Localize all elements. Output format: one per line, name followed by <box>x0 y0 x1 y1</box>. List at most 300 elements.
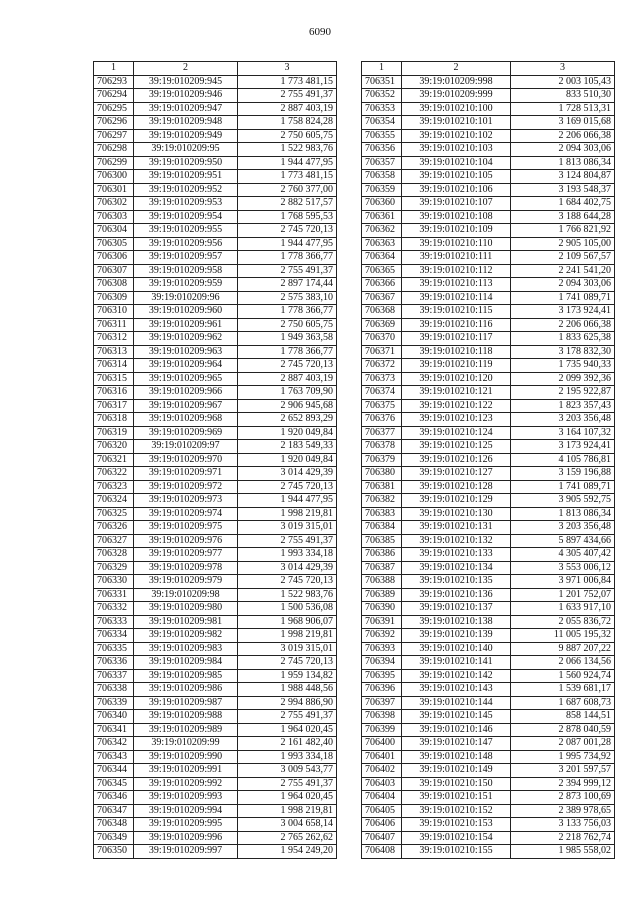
table-row <box>362 575 615 589</box>
table-row <box>362 507 615 521</box>
table-row <box>362 116 615 130</box>
cadastral-value-cell: 2 087 001,28 <box>511 737 615 751</box>
cadastral-number-cell: 39:19:010209:980 <box>134 602 238 616</box>
cadastral-value-cell: 1 988 448,56 <box>238 683 337 697</box>
table-row <box>94 264 337 278</box>
table-row <box>362 359 615 373</box>
row-number-cell: 706316 <box>94 386 134 400</box>
table-row <box>362 170 615 184</box>
cadastral-number-cell: 39:19:010209:997 <box>134 845 238 859</box>
cadastral-number-cell: 39:19:010209:967 <box>134 399 238 413</box>
table-row <box>94 156 337 170</box>
row-number-cell: 706342 <box>94 737 134 751</box>
row-number-cell: 706374 <box>362 386 402 400</box>
cadastral-value-cell: 2 873 100,69 <box>511 791 615 805</box>
cadastral-table-left <box>93 61 337 859</box>
cadastral-value-cell: 1 500 536,08 <box>238 602 337 616</box>
table-row <box>94 251 337 265</box>
cadastral-number-cell: 39:19:010209:981 <box>134 615 238 629</box>
cadastral-number-cell: 39:19:010210:149 <box>402 764 511 778</box>
row-number-cell: 706353 <box>362 102 402 116</box>
cadastral-value-cell: 3 178 832,30 <box>511 345 615 359</box>
row-number-cell: 706391 <box>362 615 402 629</box>
cadastral-number-cell: 39:19:010210:111 <box>402 251 511 265</box>
row-number-cell: 706390 <box>362 602 402 616</box>
cadastral-value-cell: 2 003 105,43 <box>511 75 615 89</box>
row-number-cell: 706406 <box>362 818 402 832</box>
row-number-cell: 706335 <box>94 642 134 656</box>
cadastral-value-cell: 3 133 756,03 <box>511 818 615 832</box>
table-row <box>362 386 615 400</box>
row-number-cell: 706404 <box>362 791 402 805</box>
cadastral-number-cell: 39:19:010210:133 <box>402 548 511 562</box>
table-row <box>94 696 337 710</box>
cadastral-number-cell: 39:19:010210:103 <box>402 143 511 157</box>
cadastral-number-cell: 39:19:010209:95 <box>134 143 238 157</box>
cadastral-value-cell: 2 994 886,90 <box>238 696 337 710</box>
table-row <box>362 440 615 454</box>
cadastral-number-cell: 39:19:010209:958 <box>134 264 238 278</box>
cadastral-number-cell: 39:19:010210:113 <box>402 278 511 292</box>
row-number-cell: 706352 <box>362 89 402 103</box>
cadastral-number-cell: 39:19:010210:155 <box>402 845 511 859</box>
table-row <box>362 453 615 467</box>
cadastral-value-cell: 2 745 720,13 <box>238 224 337 238</box>
cadastral-value-cell: 1 813 086,34 <box>511 507 615 521</box>
cadastral-number-cell: 39:19:010209:964 <box>134 359 238 373</box>
cadastral-number-cell: 39:19:010210:115 <box>402 305 511 319</box>
cadastral-value-cell: 11 005 195,32 <box>511 629 615 643</box>
row-number-cell: 706326 <box>94 521 134 535</box>
cadastral-number-cell: 39:19:010209:956 <box>134 237 238 251</box>
cadastral-value-cell: 1 773 481,15 <box>238 170 337 184</box>
cadastral-number-cell: 39:19:010209:988 <box>134 710 238 724</box>
cadastral-value-cell: 1 763 709,90 <box>238 386 337 400</box>
column-header: 1 <box>362 62 402 76</box>
row-number-cell: 706303 <box>94 210 134 224</box>
cadastral-value-cell: 1 768 595,53 <box>238 210 337 224</box>
row-number-cell: 706340 <box>94 710 134 724</box>
cadastral-value-cell: 1 944 477,95 <box>238 156 337 170</box>
row-number-cell: 706297 <box>94 129 134 143</box>
cadastral-value-cell: 2 755 491,37 <box>238 710 337 724</box>
row-number-cell: 706381 <box>362 480 402 494</box>
cadastral-number-cell: 39:19:010210:105 <box>402 170 511 184</box>
cadastral-value-cell: 2 878 040,59 <box>511 723 615 737</box>
row-number-cell: 706313 <box>94 345 134 359</box>
cadastral-value-cell: 833 510,30 <box>511 89 615 103</box>
cadastral-number-cell: 39:19:010210:116 <box>402 318 511 332</box>
cadastral-number-cell: 39:19:010209:946 <box>134 89 238 103</box>
cadastral-value-cell: 3 014 429,39 <box>238 467 337 481</box>
cadastral-value-cell: 3 905 592,75 <box>511 494 615 508</box>
cadastral-value-cell: 1 778 366,77 <box>238 345 337 359</box>
cadastral-value-cell: 1 998 219,81 <box>238 804 337 818</box>
cadastral-number-cell: 39:19:010209:985 <box>134 669 238 683</box>
row-number-cell: 706349 <box>94 831 134 845</box>
row-number-cell: 706347 <box>94 804 134 818</box>
cadastral-number-cell: 39:19:010209:991 <box>134 764 238 778</box>
row-number-cell: 706388 <box>362 575 402 589</box>
table-row <box>94 197 337 211</box>
cadastral-value-cell: 4 305 407,42 <box>511 548 615 562</box>
cadastral-table-right <box>361 61 615 859</box>
cadastral-number-cell: 39:19:010209:962 <box>134 332 238 346</box>
cadastral-number-cell: 39:19:010210:141 <box>402 656 511 670</box>
row-number-cell: 706350 <box>94 845 134 859</box>
cadastral-value-cell: 2 745 720,13 <box>238 480 337 494</box>
row-number-cell: 706328 <box>94 548 134 562</box>
table-row <box>362 318 615 332</box>
cadastral-value-cell: 2 183 549,33 <box>238 440 337 454</box>
table-row <box>94 494 337 508</box>
cadastral-number-cell: 39:19:010210:106 <box>402 183 511 197</box>
cadastral-number-cell: 39:19:010210:123 <box>402 413 511 427</box>
table-row <box>94 75 337 89</box>
cadastral-value-cell: 2 750 605,75 <box>238 129 337 143</box>
row-number-cell: 706343 <box>94 750 134 764</box>
cadastral-value-cell: 1 920 049,84 <box>238 453 337 467</box>
cadastral-number-cell: 39:19:010210:134 <box>402 561 511 575</box>
row-number-cell: 706362 <box>362 224 402 238</box>
cadastral-value-cell: 3 201 597,57 <box>511 764 615 778</box>
table-row <box>94 426 337 440</box>
row-number-cell: 706312 <box>94 332 134 346</box>
cadastral-number-cell: 39:19:010209:969 <box>134 426 238 440</box>
row-number-cell: 706368 <box>362 305 402 319</box>
row-number-cell: 706305 <box>94 237 134 251</box>
cadastral-value-cell: 3 193 548,37 <box>511 183 615 197</box>
table-row <box>94 818 337 832</box>
cadastral-number-cell: 39:19:010210:151 <box>402 791 511 805</box>
cadastral-number-cell: 39:19:010210:148 <box>402 750 511 764</box>
row-number-cell: 706332 <box>94 602 134 616</box>
row-number-cell: 706380 <box>362 467 402 481</box>
table-row <box>94 386 337 400</box>
table-row <box>94 453 337 467</box>
row-number-cell: 706330 <box>94 575 134 589</box>
row-number-cell: 706389 <box>362 588 402 602</box>
row-number-cell: 706351 <box>362 75 402 89</box>
cadastral-value-cell: 1 995 734,92 <box>511 750 615 764</box>
cadastral-value-cell: 2 745 720,13 <box>238 359 337 373</box>
table-row <box>94 129 337 143</box>
table-row <box>362 791 615 805</box>
table-row <box>362 737 615 751</box>
row-number-cell: 706356 <box>362 143 402 157</box>
cadastral-number-cell: 39:19:010209:994 <box>134 804 238 818</box>
cadastral-value-cell: 1 201 752,07 <box>511 588 615 602</box>
row-number-cell: 706321 <box>94 453 134 467</box>
row-number-cell: 706382 <box>362 494 402 508</box>
cadastral-value-cell: 3 124 804,87 <box>511 170 615 184</box>
cadastral-value-cell: 1 968 906,07 <box>238 615 337 629</box>
table-row <box>94 588 337 602</box>
table-header-row <box>362 62 615 76</box>
cadastral-number-cell: 39:19:010210:130 <box>402 507 511 521</box>
cadastral-value-cell: 1 985 558,02 <box>511 845 615 859</box>
cadastral-number-cell: 39:19:010210:100 <box>402 102 511 116</box>
cadastral-number-cell: 39:19:010210:147 <box>402 737 511 751</box>
cadastral-number-cell: 39:19:010209:974 <box>134 507 238 521</box>
table-row <box>362 210 615 224</box>
cadastral-value-cell: 2 745 720,13 <box>238 575 337 589</box>
cadastral-number-cell: 39:19:010210:146 <box>402 723 511 737</box>
table-row <box>362 629 615 643</box>
row-number-cell: 706359 <box>362 183 402 197</box>
row-number-cell: 706315 <box>94 372 134 386</box>
row-number-cell: 706317 <box>94 399 134 413</box>
cadastral-number-cell: 39:19:010209:977 <box>134 548 238 562</box>
cadastral-number-cell: 39:19:010210:143 <box>402 683 511 697</box>
cadastral-number-cell: 39:19:010209:953 <box>134 197 238 211</box>
table-row <box>362 669 615 683</box>
row-number-cell: 706319 <box>94 426 134 440</box>
row-number-cell: 706304 <box>94 224 134 238</box>
cadastral-number-cell: 39:19:010210:125 <box>402 440 511 454</box>
cadastral-value-cell: 2 882 517,57 <box>238 197 337 211</box>
row-number-cell: 706329 <box>94 561 134 575</box>
cadastral-number-cell: 39:19:010209:972 <box>134 480 238 494</box>
cadastral-value-cell: 1 766 821,92 <box>511 224 615 238</box>
table-row <box>94 89 337 103</box>
cadastral-number-cell: 39:19:010209:970 <box>134 453 238 467</box>
row-number-cell: 706324 <box>94 494 134 508</box>
cadastral-value-cell: 4 105 786,81 <box>511 453 615 467</box>
row-number-cell: 706371 <box>362 345 402 359</box>
table-row <box>94 467 337 481</box>
row-number-cell: 706295 <box>94 102 134 116</box>
table-row <box>362 710 615 724</box>
row-number-cell: 706401 <box>362 750 402 764</box>
cadastral-value-cell: 1 773 481,15 <box>238 75 337 89</box>
cadastral-number-cell: 39:19:010209:978 <box>134 561 238 575</box>
cadastral-value-cell: 3 164 107,32 <box>511 426 615 440</box>
table-row <box>362 615 615 629</box>
row-number-cell: 706301 <box>94 183 134 197</box>
table-row <box>94 723 337 737</box>
cadastral-number-cell: 39:19:010209:960 <box>134 305 238 319</box>
row-number-cell: 706386 <box>362 548 402 562</box>
table-row <box>362 534 615 548</box>
cadastral-value-cell: 3 014 429,39 <box>238 561 337 575</box>
cadastral-value-cell: 3 159 196,88 <box>511 467 615 481</box>
table-row <box>94 305 337 319</box>
table-row <box>94 359 337 373</box>
row-number-cell: 706298 <box>94 143 134 157</box>
row-number-cell: 706373 <box>362 372 402 386</box>
row-number-cell: 706377 <box>362 426 402 440</box>
table-row <box>94 210 337 224</box>
cadastral-number-cell: 39:19:010209:968 <box>134 413 238 427</box>
cadastral-value-cell: 1 741 089,71 <box>511 291 615 305</box>
cadastral-number-cell: 39:19:010210:153 <box>402 818 511 832</box>
row-number-cell: 706293 <box>94 75 134 89</box>
cadastral-number-cell: 39:19:010209:999 <box>402 89 511 103</box>
cadastral-value-cell: 2 755 491,37 <box>238 777 337 791</box>
table-row <box>362 291 615 305</box>
table-row <box>94 291 337 305</box>
table-row <box>362 696 615 710</box>
cadastral-value-cell: 1 778 366,77 <box>238 251 337 265</box>
table-row <box>362 818 615 832</box>
row-number-cell: 706360 <box>362 197 402 211</box>
row-number-cell: 706407 <box>362 831 402 845</box>
row-number-cell: 706378 <box>362 440 402 454</box>
row-number-cell: 706306 <box>94 251 134 265</box>
cadastral-value-cell: 3 203 356,48 <box>511 521 615 535</box>
cadastral-number-cell: 39:19:010209:990 <box>134 750 238 764</box>
cadastral-value-cell: 1 944 477,95 <box>238 237 337 251</box>
cadastral-value-cell: 1 998 219,81 <box>238 629 337 643</box>
row-number-cell: 706339 <box>94 696 134 710</box>
row-number-cell: 706397 <box>362 696 402 710</box>
row-number-cell: 706345 <box>94 777 134 791</box>
row-number-cell: 706370 <box>362 332 402 346</box>
cadastral-number-cell: 39:19:010209:987 <box>134 696 238 710</box>
table-row <box>94 777 337 791</box>
row-number-cell: 706392 <box>362 629 402 643</box>
table-row <box>362 548 615 562</box>
row-number-cell: 706367 <box>362 291 402 305</box>
cadastral-number-cell: 39:19:010209:957 <box>134 251 238 265</box>
row-number-cell: 706385 <box>362 534 402 548</box>
row-number-cell: 706387 <box>362 561 402 575</box>
cadastral-value-cell: 1 954 249,20 <box>238 845 337 859</box>
cadastral-number-cell: 39:19:010209:993 <box>134 791 238 805</box>
cadastral-number-cell: 39:19:010209:996 <box>134 831 238 845</box>
cadastral-value-cell: 1 728 513,31 <box>511 102 615 116</box>
cadastral-number-cell: 39:19:010209:951 <box>134 170 238 184</box>
table-row <box>362 399 615 413</box>
row-number-cell: 706395 <box>362 669 402 683</box>
table-row <box>94 575 337 589</box>
cadastral-value-cell: 1 633 917,10 <box>511 602 615 616</box>
table-row <box>362 467 615 481</box>
row-number-cell: 706311 <box>94 318 134 332</box>
cadastral-value-cell: 2 765 262,62 <box>238 831 337 845</box>
cadastral-value-cell: 3 173 924,41 <box>511 440 615 454</box>
table-row <box>94 521 337 535</box>
row-number-cell: 706336 <box>94 656 134 670</box>
cadastral-value-cell: 3 169 015,68 <box>511 116 615 130</box>
cadastral-value-cell: 1 522 983,76 <box>238 143 337 157</box>
table-row <box>362 372 615 386</box>
row-number-cell: 706357 <box>362 156 402 170</box>
cadastral-value-cell: 1 959 134,82 <box>238 669 337 683</box>
cadastral-number-cell: 39:19:010209:982 <box>134 629 238 643</box>
cadastral-value-cell: 1 778 366,77 <box>238 305 337 319</box>
cadastral-number-cell: 39:19:010210:154 <box>402 831 511 845</box>
row-number-cell: 706323 <box>94 480 134 494</box>
row-number-cell: 706331 <box>94 588 134 602</box>
column-header: 1 <box>94 62 134 76</box>
table-row <box>94 399 337 413</box>
row-number-cell: 706344 <box>94 764 134 778</box>
cadastral-number-cell: 39:19:010210:121 <box>402 386 511 400</box>
cadastral-value-cell: 2 745 720,13 <box>238 656 337 670</box>
cadastral-value-cell: 2 109 567,57 <box>511 251 615 265</box>
cadastral-number-cell: 39:19:010210:132 <box>402 534 511 548</box>
table-row <box>94 534 337 548</box>
row-number-cell: 706379 <box>362 453 402 467</box>
cadastral-value-cell: 1 539 681,17 <box>511 683 615 697</box>
row-number-cell: 706408 <box>362 845 402 859</box>
table-row <box>94 629 337 643</box>
cadastral-number-cell: 39:19:010210:104 <box>402 156 511 170</box>
table-row <box>94 710 337 724</box>
table-row <box>94 372 337 386</box>
table-row <box>362 129 615 143</box>
cadastral-number-cell: 39:19:010209:947 <box>134 102 238 116</box>
cadastral-value-cell: 1 993 334,18 <box>238 750 337 764</box>
cadastral-value-cell: 2 206 066,38 <box>511 318 615 332</box>
cadastral-value-cell: 1 735 940,33 <box>511 359 615 373</box>
table-row <box>362 764 615 778</box>
table-row <box>94 102 337 116</box>
cadastral-value-cell: 1 920 049,84 <box>238 426 337 440</box>
row-number-cell: 706365 <box>362 264 402 278</box>
table-row <box>94 615 337 629</box>
row-number-cell: 706363 <box>362 237 402 251</box>
row-number-cell: 706398 <box>362 710 402 724</box>
row-number-cell: 706307 <box>94 264 134 278</box>
cadastral-value-cell: 3 553 006,12 <box>511 561 615 575</box>
row-number-cell: 706309 <box>94 291 134 305</box>
cadastral-number-cell: 39:19:010210:109 <box>402 224 511 238</box>
table-row <box>362 345 615 359</box>
cadastral-number-cell: 39:19:010209:948 <box>134 116 238 130</box>
cadastral-value-cell: 2 218 762,74 <box>511 831 615 845</box>
table-row <box>362 642 615 656</box>
row-number-cell: 706322 <box>94 467 134 481</box>
table-row <box>94 548 337 562</box>
table-row <box>362 426 615 440</box>
table-row <box>362 683 615 697</box>
row-number-cell: 706393 <box>362 642 402 656</box>
row-number-cell: 706325 <box>94 507 134 521</box>
table-row <box>362 831 615 845</box>
table-row <box>94 561 337 575</box>
cadastral-number-cell: 39:19:010210:152 <box>402 804 511 818</box>
table-row <box>362 264 615 278</box>
table-row <box>94 602 337 616</box>
row-number-cell: 706399 <box>362 723 402 737</box>
cadastral-value-cell: 3 173 924,41 <box>511 305 615 319</box>
table-row <box>362 480 615 494</box>
cadastral-value-cell: 1 944 477,95 <box>238 494 337 508</box>
row-number-cell: 706375 <box>362 399 402 413</box>
cadastral-number-cell: 39:19:010209:966 <box>134 386 238 400</box>
cadastral-number-cell: 39:19:010210:120 <box>402 372 511 386</box>
cadastral-number-cell: 39:19:010210:128 <box>402 480 511 494</box>
table-row <box>362 183 615 197</box>
cadastral-number-cell: 39:19:010209:961 <box>134 318 238 332</box>
cadastral-value-cell: 858 144,51 <box>511 710 615 724</box>
table-row <box>362 413 615 427</box>
cadastral-number-cell: 39:19:010209:954 <box>134 210 238 224</box>
row-number-cell: 706355 <box>362 129 402 143</box>
cadastral-number-cell: 39:19:010209:983 <box>134 642 238 656</box>
cadastral-value-cell: 1 998 219,81 <box>238 507 337 521</box>
row-number-cell: 706334 <box>94 629 134 643</box>
cadastral-number-cell: 39:19:010210:131 <box>402 521 511 535</box>
cadastral-number-cell: 39:19:010210:112 <box>402 264 511 278</box>
row-number-cell: 706320 <box>94 440 134 454</box>
cadastral-value-cell: 9 887 207,22 <box>511 642 615 656</box>
cadastral-number-cell: 39:19:010210:118 <box>402 345 511 359</box>
cadastral-number-cell: 39:19:010209:975 <box>134 521 238 535</box>
